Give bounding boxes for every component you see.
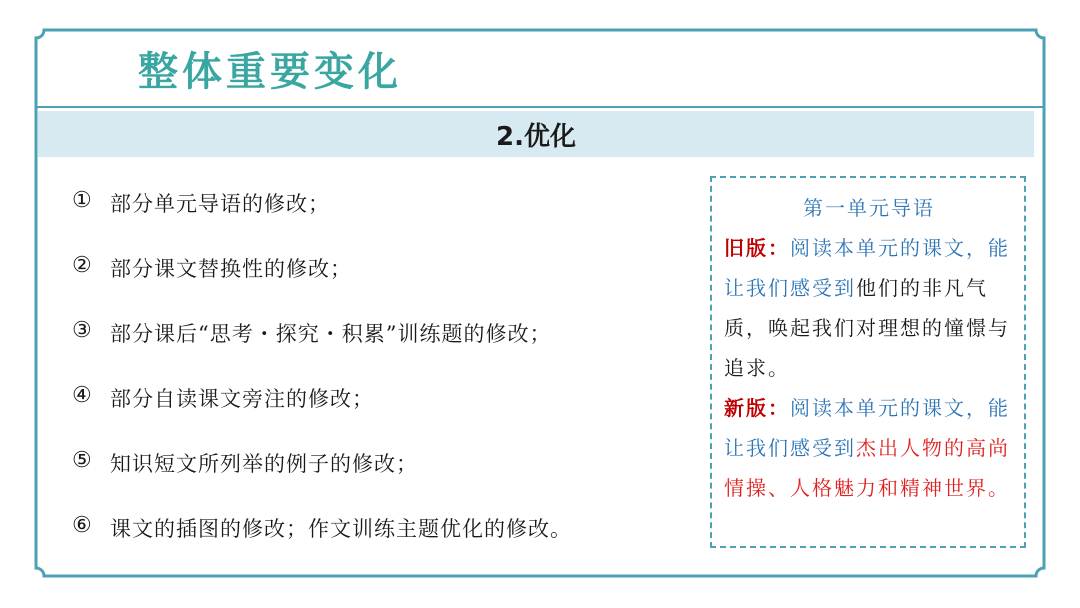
new-version-text xyxy=(724,388,1014,508)
old-version-label: 旧版： xyxy=(724,236,790,260)
item-text: 知识短文所列举的例子的修改； xyxy=(110,452,418,476)
new-version-label: 新版： xyxy=(724,396,790,420)
new-version-ending: 杰出人物的高尚情操、人格魅力和精神世界。 xyxy=(724,436,1010,500)
page-title: 整体重要变化 xyxy=(138,48,402,95)
box-title: 第一单元导语 xyxy=(803,196,935,220)
item-text: 部分课文替换性的修改； xyxy=(110,257,352,281)
old-version-common: 阅读本单元的课文，能让我们感受到 xyxy=(724,236,1010,300)
comparison-box xyxy=(710,176,1026,548)
list-item xyxy=(72,253,692,318)
list-item xyxy=(72,448,692,513)
list-item xyxy=(72,383,692,448)
section-heading: 2.优化 xyxy=(496,121,576,152)
item-number: ④ xyxy=(72,383,93,408)
old-version-ending: 他们的非凡气质，唤起我们对理想的憧憬与追求。 xyxy=(724,276,1010,380)
list-item xyxy=(72,513,692,578)
old-version-text xyxy=(724,228,1014,388)
item-number: ② xyxy=(72,253,93,278)
item-number: ⑥ xyxy=(72,513,93,538)
item-text: 课文的插图的修改；作文训练主题优化的修改。 xyxy=(110,517,572,541)
item-number: ① xyxy=(72,188,93,213)
list-item xyxy=(72,188,692,253)
item-number: ⑤ xyxy=(72,448,93,473)
section-heading-band xyxy=(38,111,1034,157)
change-list xyxy=(72,188,692,578)
item-number: ③ xyxy=(72,318,93,343)
new-version-common: 阅读本单元的课文，能让我们感受到 xyxy=(724,396,1010,460)
item-text: 部分课后“思考・探究・积累”训练题的修改； xyxy=(110,322,552,346)
list-item xyxy=(72,318,692,383)
item-text: 部分自读课文旁注的修改； xyxy=(110,387,374,411)
item-text: 部分单元导语的修改； xyxy=(110,192,330,216)
